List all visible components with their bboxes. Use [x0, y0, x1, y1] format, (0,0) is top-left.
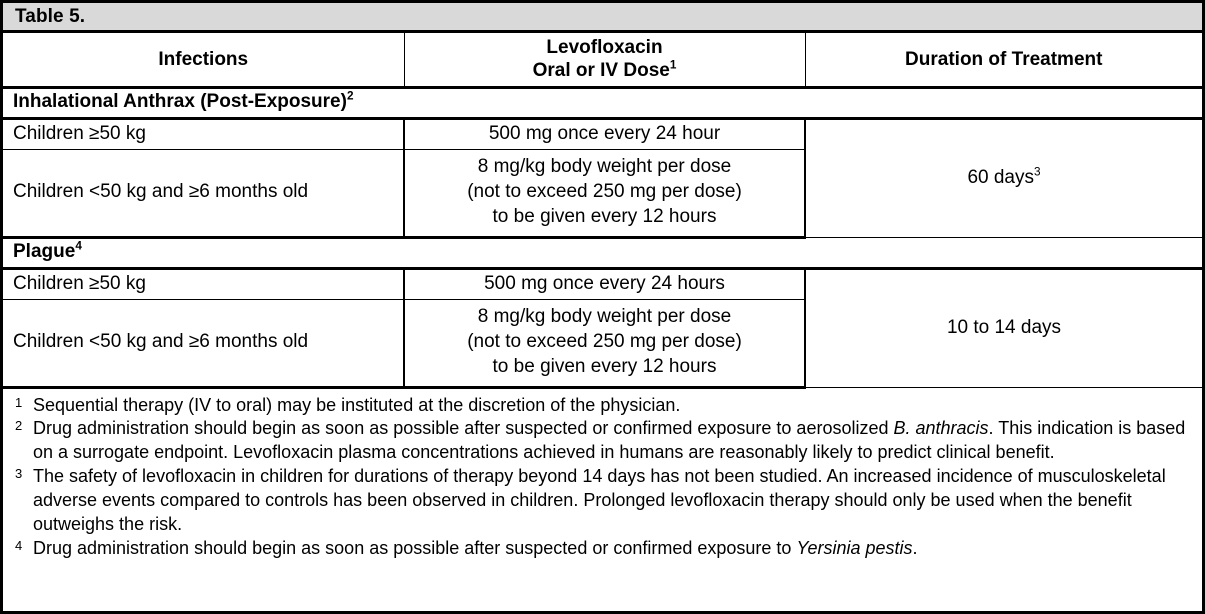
dose-line-3: to be given every 12 hours [492, 355, 717, 377]
footnote-2-text-post: . This indication is based on a surrogate endpoint. Levofloxacin plasma concentrations achieved in humans are reasonably likely to predict clinical benefit. [33, 418, 1186, 463]
cell-dose-plague-over50: 500 mg once every 24 hours [404, 268, 805, 299]
column-header-infections-label: Infections [158, 48, 249, 70]
footnote-3-text: The safety of levofloxacin in children for durations of therapy beyond 14 days has not been studied. An increased incidence of musculoskeletal adverse events compared to controls has been observed in children. Prolonged levofloxacin therapy should only be used when the benefit outweighs the risk. [33, 466, 1166, 535]
section-heading-footnote-marker-anthrax: 2 [346, 89, 354, 103]
section-header-plague [3, 237, 1202, 268]
footnote-4-text-pre: Drug administration should begin as soon as possible after suspected or confirmed exposure to [33, 538, 797, 559]
cell-duration-anthrax [805, 118, 1202, 237]
footnote-1-text: Sequential therapy (IV to oral) may be instituted at the discretion of the physician. [33, 394, 681, 415]
duration-value-anthrax: 60 days [967, 167, 1034, 188]
cell-infection-anthrax-under50: Children <50 kg and ≥6 months old [3, 149, 404, 237]
footnote-4 [11, 537, 1194, 561]
footnote-4-text [33, 537, 1194, 561]
footnote-3 [11, 465, 1194, 537]
footnote-2-organism: B. anthracis [893, 418, 989, 439]
footnote-1 [11, 394, 1194, 418]
section-header-inhalational-anthrax [3, 87, 1202, 118]
column-header-row [3, 33, 1202, 87]
footnote-1-marker: 1 [15, 394, 23, 410]
footnote-4-text-post: . [912, 538, 918, 559]
duration-footnote-marker-anthrax: 3 [1034, 165, 1041, 179]
dose-line-3: to be given every 12 hours [492, 205, 717, 227]
column-header-dose-footnote-marker: 1 [669, 58, 677, 72]
column-header-duration [805, 33, 1202, 87]
table-row [3, 268, 1202, 299]
table-title-bar [3, 3, 1202, 33]
dose-line-2: (not to exceed 250 mg per dose) [467, 331, 742, 353]
dose-line-1: 8 mg/kg body weight per dose [477, 156, 732, 178]
cell-dose-anthrax-under50 [404, 149, 805, 237]
column-header-infections [3, 33, 404, 87]
cell-dose-plague-under50 [404, 299, 805, 387]
footnotes-block [3, 389, 1202, 566]
dosing-grid [3, 33, 1202, 389]
dose-line-2: (not to exceed 250 mg per dose) [467, 181, 742, 203]
footnote-4-marker: 4 [15, 538, 23, 554]
table-row [3, 118, 1202, 149]
column-header-dose-line1: Levofloxacin [546, 37, 663, 59]
footnote-3-marker: 3 [15, 466, 23, 482]
footnote-4-organism: Yersinia pestis [796, 538, 913, 559]
cell-infection-plague-over50: Children ≥50 kg [3, 268, 404, 299]
section-heading-footnote-marker-plague: 4 [75, 239, 82, 253]
footnote-2 [11, 417, 1194, 465]
footnote-2-marker: 2 [15, 418, 23, 434]
table-title: Table 5. [15, 5, 86, 27]
cell-infection-plague-under50: Children <50 kg and ≥6 months old [3, 299, 404, 387]
column-header-dose [404, 33, 805, 87]
column-header-dose-line2: Oral or IV Dose [532, 60, 670, 82]
column-header-duration-label: Duration of Treatment [905, 48, 1103, 70]
section-heading-plague: Plague [13, 241, 76, 263]
cell-duration-plague [805, 268, 1202, 387]
duration-value-plague: 10 to 14 days [946, 317, 1062, 338]
cell-infection-anthrax-over50: Children ≥50 kg [3, 118, 404, 149]
section-heading-inhalational-anthrax: Inhalational Anthrax (Post-Exposure) [13, 91, 347, 113]
dose-line-1: 8 mg/kg body weight per dose [477, 306, 732, 328]
cell-dose-anthrax-over50: 500 mg once every 24 hour [404, 118, 805, 149]
footnote-2-text-pre: Drug administration should begin as soon as possible after suspected or confirmed exposure to aerosolized [33, 418, 894, 439]
footnote-2-text [33, 417, 1194, 465]
